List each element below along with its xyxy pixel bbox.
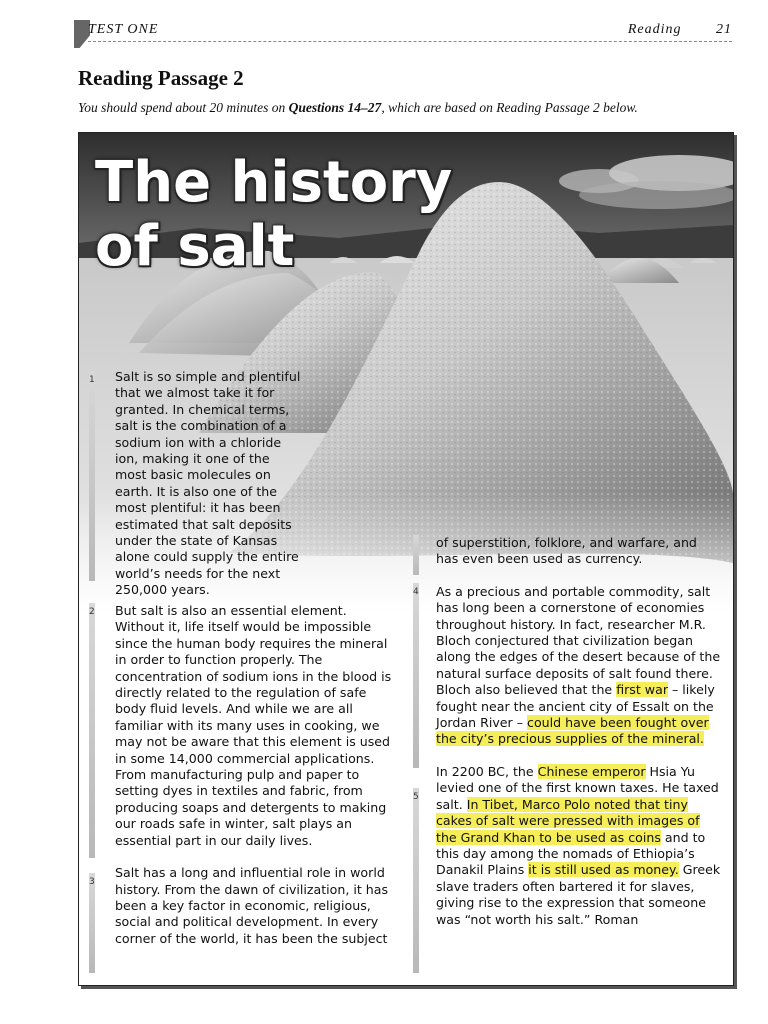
header-reading-label: Reading [627, 22, 682, 37]
paragraph-marker-bar [89, 371, 95, 581]
highlight-still-money: it is still used as money. [528, 862, 679, 878]
p4-text-c: – likely fought near the ancient city of Essalt on the Jordan River – [436, 682, 715, 731]
left-column-lower [115, 603, 393, 963]
paragraph-3: Salt has a long and influential role in world history. From the dawn of civilization, it has been a key factor in economic, religious, social and political development. In every corner of the world, it has been the subject [115, 865, 389, 946]
highlight-chinese-emperor: Chinese emperor [537, 763, 646, 779]
paragraph-5 [436, 764, 722, 928]
paragraph-number: 4 [413, 587, 419, 597]
page-number: 21 [716, 22, 732, 37]
left-column [115, 369, 393, 615]
paragraph-1-text: Salt is so simple and plentiful that we almost take it for granted. In chemical terms, salt is the combination of a sodium ion with a chloride ion, making it one of the most basic molecules on earth. It is also one of the most plentiful: it has been estimated that salt deposits under the state of Kansas alone could supply the entire world’s needs for the next 250,000 years. [115, 369, 301, 598]
right-column [436, 535, 722, 944]
section-label: TEST ONE [88, 22, 159, 37]
p5-text-e: and to this day among the nomads of Ethiopia’s Danakil Plains [436, 829, 706, 878]
article-title [95, 151, 452, 279]
instruction-pre: You should spend about 20 minutes on [78, 100, 289, 115]
passage-title: Reading Passage 2 [78, 66, 244, 90]
paragraph-marker-bar [413, 535, 419, 575]
article-title-line1: The history [95, 150, 453, 215]
p5-text-c: Hsia Yu levied one of the first known taxes. He taxed salt. [436, 763, 719, 812]
paragraph-number: 3 [89, 877, 95, 887]
highlight-fought-over: could have been fought over the city’s precious supplies of the mineral. [436, 715, 709, 747]
paragraph-4 [436, 584, 722, 748]
header-rule [88, 41, 732, 42]
paragraph-3-continued: of superstition, folklore, and warfare, and has even been used as currency. [436, 535, 697, 567]
article-frame [78, 132, 734, 986]
highlight-tibet-coins: In Tibet, Marco Polo noted that tiny cakes of salt were pressed with images of the Grand Khan to be used as coins [436, 796, 700, 845]
paragraph-marker-bar [89, 873, 95, 973]
p4-text-a: As a precious and portable commodity, salt has long been a cornerstone of economies throughout history. In fact, researcher M.R. Bloch conjectured that civilization began along the edges of the desert because of the natural surface deposits of salt found there. Bloch also believed that the [436, 583, 721, 698]
highlight-first-war: first war [616, 682, 668, 698]
paragraph-2: But salt is also an essential element. Without it, life itself would be impossible since the human body requires the mineral in order to function properly. The concentration of sodium ions in the blood is directly related to the regulation of safe body fluid levels. And while we are all familiar with its many uses in cooking, we may not be aware that this element is used in some 14,000 commercial applications. From manufacturing pulp and paper to setting dyes in textiles and fabric, from producing soaps and detergents to making our roads safe in winter, salt plays an essential part in our daily lives. [115, 603, 392, 848]
article-title-line2: of salt [95, 214, 295, 279]
paragraph-marker-bar [413, 583, 419, 768]
paragraph-marker-bar [413, 788, 419, 973]
p5-text-g: Greek slave traders often bartered it for slaves, giving rise to the expression that someone was “not worth his salt.” Roman [436, 862, 721, 927]
paragraph-1 [115, 369, 393, 599]
instruction-post: , which are based on Reading Passage 2 below. [381, 100, 638, 115]
instruction-text [78, 100, 638, 116]
paragraph-number: 5 [413, 792, 419, 802]
page-header-right [628, 22, 732, 38]
paragraph-number: 2 [89, 607, 95, 617]
paragraph-number: 1 [89, 375, 95, 385]
paragraph-marker-bar [89, 603, 95, 858]
p5-text-a: In 2200 BC, the [436, 763, 538, 779]
instruction-questions: Questions 14–27 [288, 100, 382, 115]
